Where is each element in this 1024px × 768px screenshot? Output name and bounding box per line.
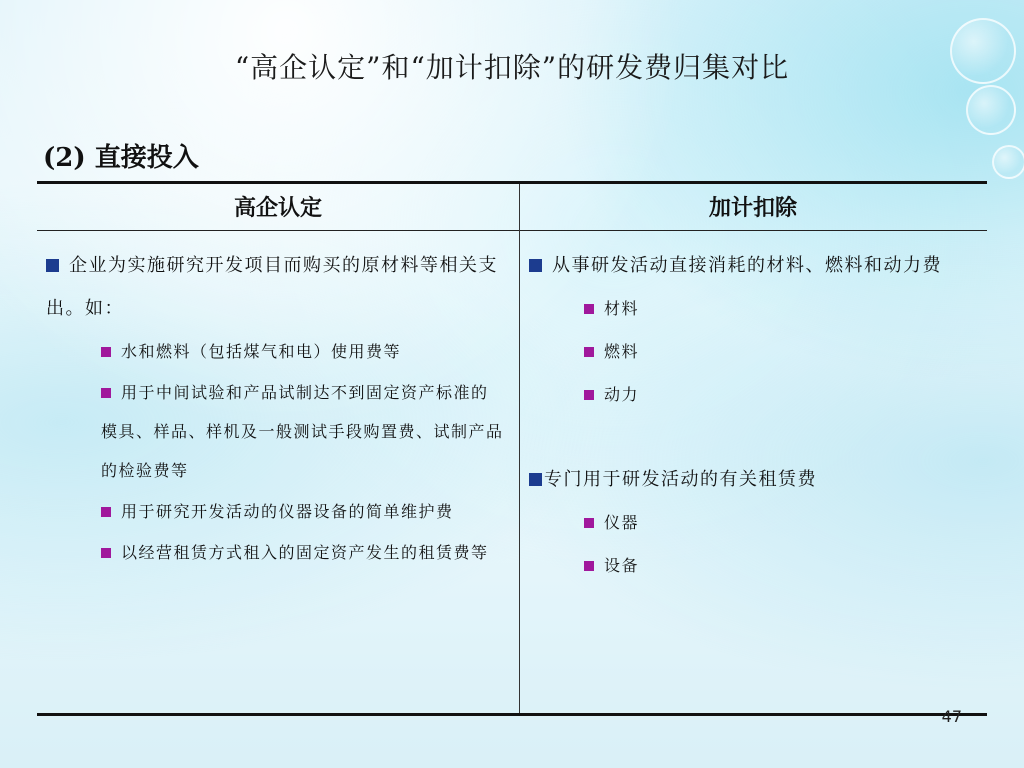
right-sub-item xyxy=(529,501,977,544)
square-bullet-icon xyxy=(584,561,594,571)
left-sub-item xyxy=(46,533,504,572)
left-sub-text: 以经营租赁方式租入的固定资产发生的租赁费等 xyxy=(121,543,489,562)
decor-bubble xyxy=(966,85,1016,135)
slide-title: “高企认定”和“加计扣除”的研发费归集对比 xyxy=(234,51,790,84)
header-high-tech-recognition: 高企认定 xyxy=(233,196,322,221)
right-sub-item xyxy=(529,544,977,587)
square-bullet-icon xyxy=(101,347,111,357)
left-sub-item xyxy=(46,373,504,490)
left-sub-item xyxy=(46,332,504,371)
left-lead-text: 企业为实施研究开发项目而购买的原材料等相关支出。如： xyxy=(46,255,498,319)
square-bullet-icon xyxy=(584,347,594,357)
spacer xyxy=(529,416,977,458)
left-cell xyxy=(46,244,504,572)
right-lead-text: 专门用于研发活动的有关租赁费 xyxy=(544,469,817,490)
square-bullet-icon xyxy=(101,548,111,558)
right-sub-text: 仪器 xyxy=(604,513,640,532)
header-divider xyxy=(37,230,987,231)
right-sub-item xyxy=(529,373,977,416)
square-bullet-icon xyxy=(529,473,542,486)
right-sub-text: 燃料 xyxy=(604,342,640,361)
right-lead-item xyxy=(529,458,977,501)
right-cell xyxy=(529,244,977,587)
left-sub-text: 水和燃料（包括煤气和电）使用费等 xyxy=(121,342,402,361)
square-bullet-icon xyxy=(584,304,594,314)
square-bullet-icon xyxy=(529,259,542,272)
right-sub-text: 材料 xyxy=(604,299,640,318)
right-sub-item xyxy=(529,330,977,373)
right-lead-item xyxy=(529,244,977,287)
square-bullet-icon xyxy=(584,518,594,528)
page-number: 47 xyxy=(941,707,962,726)
square-bullet-icon xyxy=(101,388,111,398)
section-heading: (2) 直接投入 xyxy=(43,143,199,173)
square-bullet-icon xyxy=(46,259,59,272)
left-lead-item xyxy=(46,244,504,330)
right-sub-text: 设备 xyxy=(604,556,640,575)
left-sub-item xyxy=(46,492,504,531)
square-bullet-icon xyxy=(101,507,111,517)
right-lead-text: 从事研发活动直接消耗的材料、燃料和动力费 xyxy=(552,255,942,276)
header-super-deduction: 加计扣除 xyxy=(708,196,797,221)
left-sub-text: 用于中间试验和产品试制达不到固定资产标准的模具、样品、样机及一般测试手段购置费、试制产品的检验费等 xyxy=(101,383,504,480)
right-sub-item xyxy=(529,287,977,330)
right-sub-text: 动力 xyxy=(604,385,640,404)
column-divider xyxy=(519,184,520,713)
comparison-table xyxy=(37,181,987,716)
square-bullet-icon xyxy=(584,390,594,400)
left-sub-text: 用于研究开发活动的仪器设备的简单维护费 xyxy=(121,502,454,521)
decor-bubble xyxy=(992,145,1024,179)
